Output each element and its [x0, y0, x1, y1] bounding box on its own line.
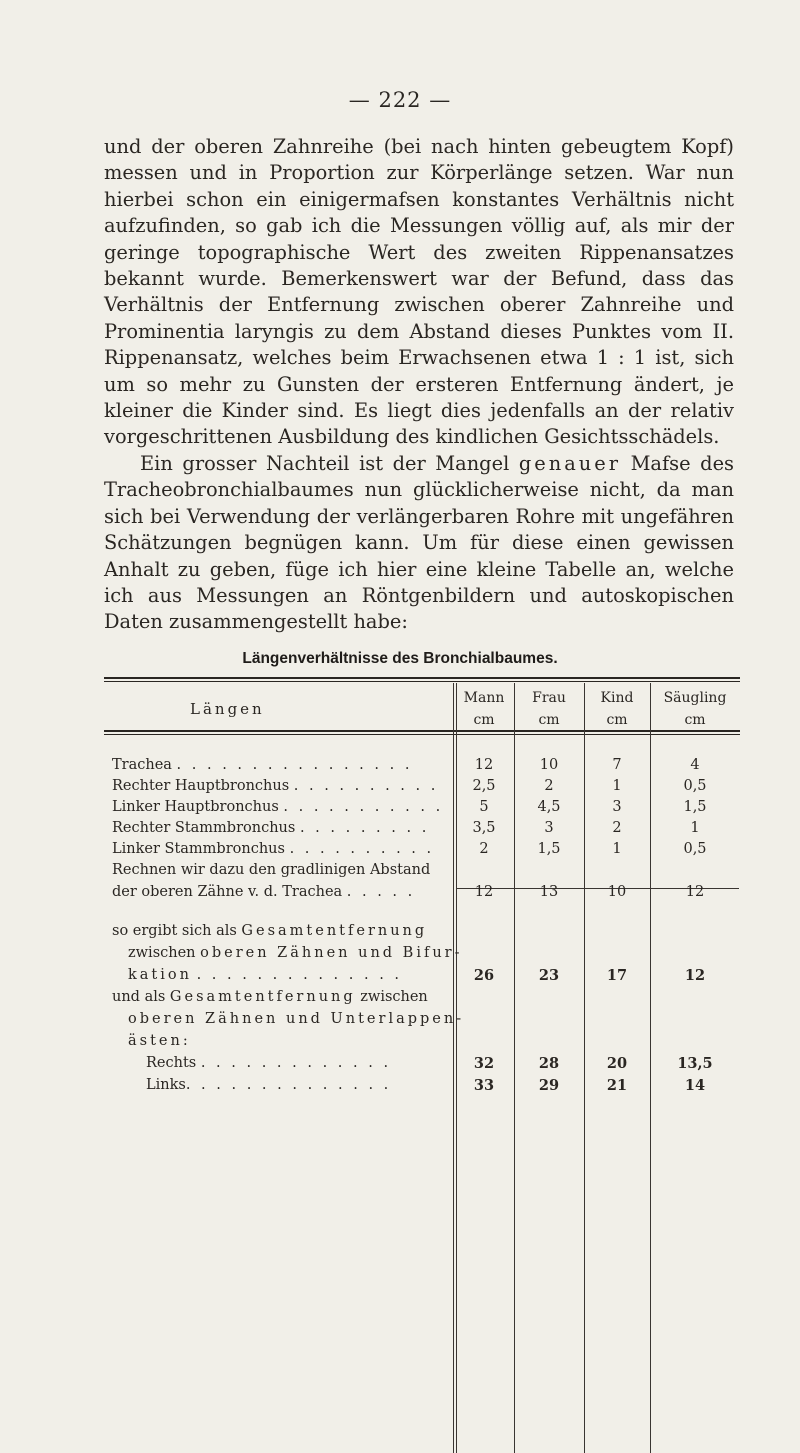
header-label: Längen: [190, 700, 265, 718]
page-number: — 222 —: [348, 88, 452, 112]
cell: 3: [544, 820, 554, 836]
cell: 2: [612, 820, 622, 836]
cell: 2,5: [472, 778, 496, 794]
cell: 29: [538, 1077, 560, 1094]
body-text: [104, 134, 734, 636]
cell: 12: [685, 884, 705, 900]
cell: 0,5: [683, 841, 707, 857]
cell: 2: [479, 841, 489, 857]
cell: 1: [612, 841, 622, 857]
cell: 28: [538, 1055, 560, 1072]
section2-line1: so ergibt sich als Gesamtentfernung: [112, 923, 428, 939]
paragraph-2-start: Ein grosser Nachteil ist der Mangel: [140, 451, 510, 475]
cell: 1: [612, 778, 622, 794]
cell: 10: [539, 757, 559, 773]
section2-line3: kation . . . . . . . . . . . . . .: [128, 967, 403, 983]
cell: 20: [606, 1055, 628, 1072]
cell: 0,5: [683, 778, 707, 794]
cell: 7: [612, 757, 622, 773]
row-label-links: Links. . . . . . . . . . . . . .: [146, 1077, 392, 1093]
paragraph-2: [104, 451, 734, 636]
table-top-rule-thin: [104, 681, 740, 682]
cell: 1: [690, 820, 700, 836]
row-label-abstand-2: der oberen Zähne v. d. Trachea . . . . .: [112, 884, 416, 900]
row-label-linker-hauptbronchus: Linker Hauptbronchus . . . . . . . . . . .: [112, 799, 444, 815]
cell: 13: [539, 884, 559, 900]
cell: 32: [473, 1055, 495, 1072]
row-label-trachea: Trachea . . . . . . . . . . . . . . . .: [112, 757, 413, 773]
cell: 10: [607, 884, 627, 900]
cell: 4,5: [537, 799, 561, 815]
paragraph-1: und der oberen Zahnreihe (bei nach hinten gebeugtem Kopf) messen und in Proportion zur Körperlänge setzen. War nun hierbei schon ein einigermafsen konstantes Verhältnis nicht aufzufinden, so gab ich die Messungen völlig auf, als mir der geringe topographische Wert des zweiten Rippenansatzes bekannt wurde. Bemerkenswert war der Befund, dass das Verhältnis der Entfernung zwischen oberer Zahnreihe und Prominentia laryngis zu dem Abstand dieses Punktes vom II. Rippenansatz, welches beim Erwachsenen etwa 1 : 1 ist, sich um so mehr zu Gunsten der ersteren Entfernung ändert, je kleiner die Kinder sind. Es liegt dies jedenfalls an der relativ vorgeschrittenen Ausbildung des kindlichen Gesichtsschädels.: [104, 135, 734, 449]
header-mann: Mann: [463, 690, 505, 706]
row-label-rechter-stammbronchus: Rechter Stammbronchus . . . . . . . . .: [112, 820, 430, 836]
cell: 5: [479, 799, 489, 815]
section2-line6: ästen:: [128, 1033, 191, 1049]
header-kind-unit: cm: [606, 712, 628, 728]
paragraph-2-end: Mafse des Tracheobronchialbaumes nun glücklicherweise nicht, da man sich bei Verwendung der verlängerbaren Rohre mit ungefähren Schätzungen begnügen kann. Um für diese einen gewissen Anhalt zu geben, füge ich hier eine kleine Tabelle an, welche ich aus Messungen an Röntgenbildern und autoskopischen Daten zusammengestellt habe:: [104, 451, 734, 634]
cell: 1,5: [683, 799, 707, 815]
header-kind: Kind: [600, 690, 634, 706]
cell: 17: [606, 967, 628, 984]
row-label-linker-stammbronchus: Linker Stammbronchus . . . . . . . . . .: [112, 841, 435, 857]
cell: 23: [538, 967, 560, 984]
cell: 3,5: [472, 820, 496, 836]
header-frau-unit: cm: [538, 712, 560, 728]
cell: 26: [473, 967, 495, 984]
cell: 12: [474, 757, 494, 773]
section2-line2: zwischen oberen Zähnen und Bifur-: [128, 945, 463, 961]
row-label-rechts: Rechts . . . . . . . . . . . . .: [146, 1055, 392, 1071]
header-mann-unit: cm: [473, 712, 495, 728]
cell: 21: [606, 1077, 628, 1094]
cell: 2: [544, 778, 554, 794]
header-saeugling: Säugling: [663, 690, 727, 706]
table-caption: Längenverhältnisse des Bronchialbaumes.: [242, 650, 558, 667]
table-top-rule: [104, 677, 740, 679]
cell: 4: [690, 757, 700, 773]
table-header-rule: [104, 730, 740, 732]
section2-line4: und als Gesamtentfernung zwischen: [112, 989, 428, 1005]
header-saeugling-unit: cm: [684, 712, 706, 728]
cell: 12: [684, 967, 706, 984]
cell: 33: [473, 1077, 495, 1094]
cell: 3: [612, 799, 622, 815]
cell: 12: [474, 884, 494, 900]
cell: 14: [684, 1077, 706, 1094]
row-label-rechter-hauptbronchus: Rechter Hauptbronchus . . . . . . . . . .: [112, 778, 439, 794]
section2-line5: oberen Zähnen und Unterlappen-: [128, 1011, 465, 1027]
row-label-abstand-1: Rechnen wir dazu den gradlinigen Abstand: [112, 862, 431, 878]
cell: 1,5: [537, 841, 561, 857]
header-frau: Frau: [532, 690, 566, 706]
paragraph-2-emphasis: genauer: [518, 451, 622, 475]
table-header-rule-thin: [104, 734, 740, 735]
cell: 13,5: [677, 1055, 713, 1072]
